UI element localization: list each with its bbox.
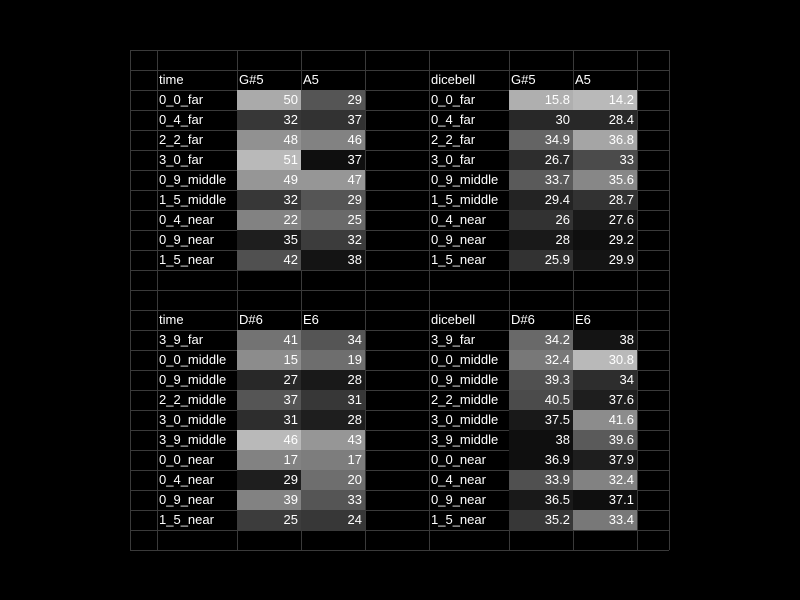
value-cell[interactable]: 28 bbox=[509, 230, 573, 250]
row-label-cell[interactable]: 1_5_near bbox=[159, 252, 214, 267]
row-label-cell[interactable]: 0_9_near bbox=[159, 492, 214, 507]
gridline-horizontal bbox=[130, 530, 669, 531]
value-cell[interactable]: 31 bbox=[301, 390, 365, 410]
value-cell[interactable]: 33.9 bbox=[509, 470, 573, 490]
gridline-vertical bbox=[637, 50, 638, 550]
value-cell[interactable]: 39.3 bbox=[509, 370, 573, 390]
value-cell[interactable]: 29.9 bbox=[573, 250, 637, 270]
value-cell[interactable]: 28.7 bbox=[573, 190, 637, 210]
row-label-cell[interactable]: 0_9_middle bbox=[431, 172, 499, 187]
value-cell[interactable]: 14.2 bbox=[573, 90, 637, 110]
value-cell[interactable]: 17 bbox=[237, 450, 301, 470]
value-cell[interactable]: 32.4 bbox=[573, 470, 637, 490]
row-label-cell[interactable]: 0_0_middle bbox=[159, 352, 227, 367]
gridline-vertical bbox=[669, 50, 670, 550]
header-cell[interactable]: G#5 bbox=[239, 72, 264, 87]
row-label-cell[interactable]: 0_9_near bbox=[159, 232, 214, 247]
value-cell[interactable]: 30 bbox=[509, 110, 573, 130]
header-cell[interactable]: G#5 bbox=[511, 72, 536, 87]
row-label-cell[interactable]: 3_9_middle bbox=[431, 432, 499, 447]
value-cell[interactable]: 33 bbox=[573, 150, 637, 170]
value-cell[interactable]: 46 bbox=[237, 430, 301, 450]
row-label-cell[interactable]: 0_0_near bbox=[159, 452, 214, 467]
row-label-cell[interactable]: 0_4_far bbox=[431, 112, 476, 127]
value-cell[interactable]: 37 bbox=[237, 390, 301, 410]
row-label-cell[interactable]: 3_0_far bbox=[431, 152, 476, 167]
value-cell[interactable]: 37.1 bbox=[573, 490, 637, 510]
value-cell[interactable]: 37.9 bbox=[573, 450, 637, 470]
value-cell[interactable]: 46 bbox=[301, 130, 365, 150]
value-cell[interactable]: 38 bbox=[301, 250, 365, 270]
row-label-cell[interactable]: 3_0_far bbox=[159, 152, 204, 167]
header-cell[interactable]: E6 bbox=[303, 312, 319, 327]
value-cell[interactable]: 37 bbox=[301, 150, 365, 170]
value-cell[interactable]: 50 bbox=[237, 90, 301, 110]
row-label-cell[interactable]: 2_2_far bbox=[159, 132, 204, 147]
value-cell[interactable]: 49 bbox=[237, 170, 301, 190]
row-label-cell[interactable]: 0_4_far bbox=[159, 112, 204, 127]
row-label-cell[interactable]: 2_2_middle bbox=[431, 392, 499, 407]
value-cell[interactable]: 35.6 bbox=[573, 170, 637, 190]
value-cell[interactable]: 32 bbox=[237, 190, 301, 210]
row-label-cell[interactable]: 2_2_middle bbox=[159, 392, 227, 407]
row-label-cell[interactable]: 0_9_middle bbox=[159, 172, 227, 187]
row-label-cell[interactable]: 3_0_middle bbox=[159, 412, 227, 427]
row-label-cell[interactable]: 1_5_near bbox=[159, 512, 214, 527]
value-cell[interactable]: 32.4 bbox=[509, 350, 573, 370]
value-cell[interactable]: 41.6 bbox=[573, 410, 637, 430]
value-cell[interactable]: 48 bbox=[237, 130, 301, 150]
value-cell[interactable]: 30.8 bbox=[573, 350, 637, 370]
row-label-cell[interactable]: 1_5_near bbox=[431, 252, 486, 267]
value-cell[interactable]: 28 bbox=[301, 410, 365, 430]
row-label-cell[interactable]: 3_9_far bbox=[431, 332, 476, 347]
gridline-horizontal bbox=[130, 550, 669, 551]
value-cell[interactable]: 29 bbox=[301, 90, 365, 110]
value-cell[interactable]: 29.4 bbox=[509, 190, 573, 210]
gridline-horizontal bbox=[130, 50, 669, 51]
value-cell[interactable]: 26.7 bbox=[509, 150, 573, 170]
value-cell[interactable]: 34.2 bbox=[509, 330, 573, 350]
row-label-cell[interactable]: 0_4_near bbox=[431, 472, 486, 487]
value-cell[interactable]: 37.5 bbox=[509, 410, 573, 430]
value-cell[interactable]: 32 bbox=[237, 110, 301, 130]
value-cell[interactable]: 34 bbox=[301, 330, 365, 350]
value-cell[interactable]: 33.7 bbox=[509, 170, 573, 190]
row-label-cell[interactable]: 0_4_near bbox=[159, 212, 214, 227]
row-label-cell[interactable]: 0_9_middle bbox=[431, 372, 499, 387]
value-cell[interactable]: 38 bbox=[509, 430, 573, 450]
value-cell[interactable]: 27 bbox=[237, 370, 301, 390]
row-label-cell[interactable]: 3_9_middle bbox=[159, 432, 227, 447]
row-label-cell[interactable]: 0_4_near bbox=[431, 212, 486, 227]
value-cell[interactable]: 42 bbox=[237, 250, 301, 270]
gridline-horizontal bbox=[130, 270, 669, 271]
value-cell[interactable]: 34 bbox=[573, 370, 637, 390]
value-cell[interactable]: 41 bbox=[237, 330, 301, 350]
value-cell[interactable]: 36.5 bbox=[509, 490, 573, 510]
value-cell[interactable]: 40.5 bbox=[509, 390, 573, 410]
header-cell[interactable]: E6 bbox=[575, 312, 591, 327]
header-cell[interactable]: A5 bbox=[303, 72, 319, 87]
value-cell[interactable]: 39 bbox=[237, 490, 301, 510]
value-cell[interactable]: 47 bbox=[301, 170, 365, 190]
header-cell[interactable]: time bbox=[159, 72, 184, 87]
row-label-cell[interactable]: 1_5_middle bbox=[159, 192, 227, 207]
value-cell[interactable]: 27.6 bbox=[573, 210, 637, 230]
row-label-cell[interactable]: 1_5_middle bbox=[431, 192, 499, 207]
row-label-cell[interactable]: 1_5_near bbox=[431, 512, 486, 527]
value-cell[interactable]: 24 bbox=[301, 510, 365, 530]
value-cell[interactable]: 29 bbox=[301, 190, 365, 210]
row-label-cell[interactable]: 0_9_middle bbox=[159, 372, 227, 387]
value-cell[interactable]: 38 bbox=[573, 330, 637, 350]
value-cell[interactable]: 22 bbox=[237, 210, 301, 230]
header-cell[interactable]: dicebell bbox=[431, 312, 476, 327]
value-cell[interactable]: 15 bbox=[237, 350, 301, 370]
value-cell[interactable]: 43 bbox=[301, 430, 365, 450]
value-cell[interactable]: 25 bbox=[301, 210, 365, 230]
value-cell[interactable]: 17 bbox=[301, 450, 365, 470]
value-cell[interactable]: 19 bbox=[301, 350, 365, 370]
row-label-cell[interactable]: 0_0_middle bbox=[431, 352, 499, 367]
row-label-cell[interactable]: 0_4_near bbox=[159, 472, 214, 487]
row-label-cell[interactable]: 0_0_near bbox=[431, 452, 486, 467]
header-cell[interactable]: D#6 bbox=[511, 312, 535, 327]
value-cell[interactable]: 25.9 bbox=[509, 250, 573, 270]
value-cell[interactable]: 35.2 bbox=[509, 510, 573, 530]
row-label-cell[interactable]: 2_2_far bbox=[431, 132, 476, 147]
value-cell[interactable]: 35 bbox=[237, 230, 301, 250]
row-label-cell[interactable]: 0_9_near bbox=[431, 492, 486, 507]
value-cell[interactable]: 32 bbox=[301, 230, 365, 250]
value-cell[interactable]: 26 bbox=[509, 210, 573, 230]
header-cell[interactable]: dicebell bbox=[431, 72, 476, 87]
gridline-vertical bbox=[130, 50, 131, 550]
row-label-cell[interactable]: 0_0_far bbox=[159, 92, 204, 107]
header-cell[interactable]: A5 bbox=[575, 72, 591, 87]
row-label-cell[interactable]: 0_9_near bbox=[431, 232, 486, 247]
value-cell[interactable]: 20 bbox=[301, 470, 365, 490]
value-cell[interactable]: 33 bbox=[301, 490, 365, 510]
gridline-vertical bbox=[365, 50, 366, 550]
value-cell[interactable]: 29.2 bbox=[573, 230, 637, 250]
value-cell[interactable]: 39.6 bbox=[573, 430, 637, 450]
value-cell[interactable]: 37.6 bbox=[573, 390, 637, 410]
row-label-cell[interactable]: 3_0_middle bbox=[431, 412, 499, 427]
header-cell[interactable]: time bbox=[159, 312, 184, 327]
value-cell[interactable]: 29 bbox=[237, 470, 301, 490]
header-cell[interactable]: D#6 bbox=[239, 312, 263, 327]
value-cell[interactable]: 34.9 bbox=[509, 130, 573, 150]
value-cell[interactable]: 37 bbox=[301, 110, 365, 130]
value-cell[interactable]: 31 bbox=[237, 410, 301, 430]
value-cell[interactable]: 25 bbox=[237, 510, 301, 530]
value-cell[interactable]: 33.4 bbox=[573, 510, 637, 530]
value-cell[interactable]: 15.8 bbox=[509, 90, 573, 110]
value-cell[interactable]: 51 bbox=[237, 150, 301, 170]
row-label-cell[interactable]: 0_0_far bbox=[431, 92, 476, 107]
gridline-horizontal bbox=[130, 290, 669, 291]
value-cell[interactable]: 28.4 bbox=[573, 110, 637, 130]
value-cell[interactable]: 36.8 bbox=[573, 130, 637, 150]
value-cell[interactable]: 28 bbox=[301, 370, 365, 390]
row-label-cell[interactable]: 3_9_far bbox=[159, 332, 204, 347]
value-cell[interactable]: 36.9 bbox=[509, 450, 573, 470]
